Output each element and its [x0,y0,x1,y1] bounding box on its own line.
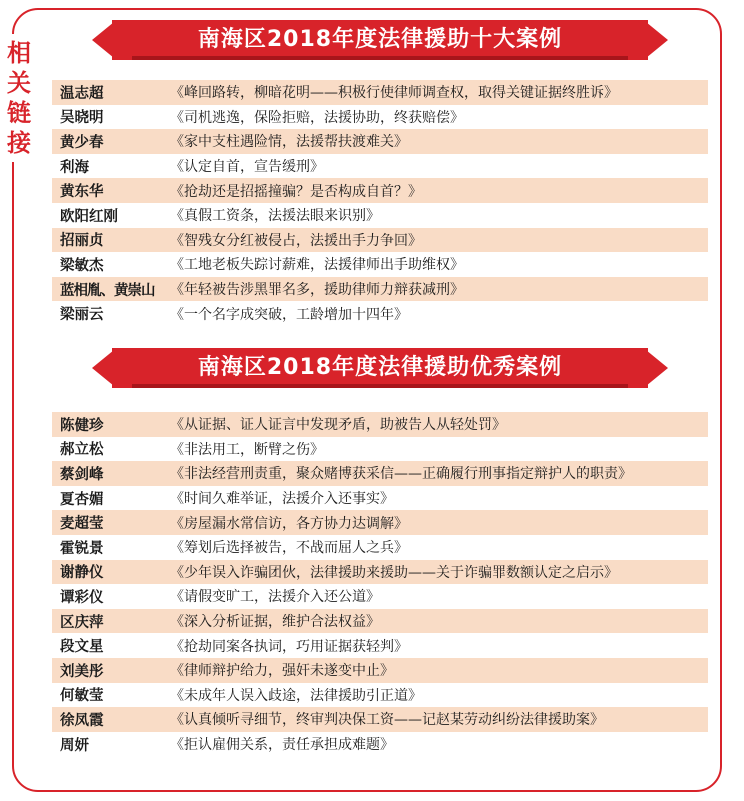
case-row [52,486,708,511]
case-title: 《非法经营刑责重，聚众赌博获采信——正确履行刑事指定辩护人的职责》 [170,466,632,483]
case-row [52,178,708,203]
section1-case-list [52,80,708,326]
case-title: 《年轻被告涉黑罪名多，援助律师力辩获减刑》 [170,282,464,299]
case-row [52,277,708,302]
case-row [52,584,708,609]
case-row [52,252,708,277]
lawyer-name: 谢静仪 [60,565,104,582]
case-title: 《深入分析证据，维护合法权益》 [170,614,380,631]
lawyer-name: 郝立松 [60,442,104,459]
case-title: 《抢劫还是招摇撞骗？是否构成自首？》 [170,183,422,200]
case-title: 《请假变旷工，法援介入还公道》 [170,589,380,606]
lawyer-name: 利海 [60,159,89,176]
case-title: 《律师辩护给力，强奸未遂变中止》 [170,663,394,680]
lawyer-name: 吴晓明 [60,110,104,127]
case-title: 《认定自首，宣告缓刑》 [170,159,324,176]
lawyer-name: 蓝相胤、黄崇山 [60,282,155,299]
lawyer-name: 招丽贞 [60,233,104,250]
case-title: 《真假工资条，法援法眼来识别》 [170,208,380,225]
lawyer-name: 梁丽云 [60,307,104,324]
case-row [52,633,708,658]
lawyer-name: 黄少春 [60,134,104,151]
case-title: 《一个名字成突破，工龄增加十四年》 [170,306,408,323]
case-title: 《峰回路转，柳暗花明——积极行使律师调查权，取得关键证据终胜诉》 [170,85,618,102]
section1-title: 南海区2018年度法律援助十大案例 [197,27,563,52]
case-row [52,105,708,130]
lawyer-name: 蔡剑峰 [60,466,104,483]
lawyer-name: 区庆萍 [60,614,104,631]
case-title: 《司机逃逸，保险拒赔，法援协助，终获赔偿》 [170,109,464,126]
case-row [52,228,708,253]
section2-case-list [52,412,708,756]
case-title: 《抢劫同案各执词，巧用证据获轻判》 [170,638,408,655]
section1-banner [92,20,668,60]
lawyer-name: 段文星 [60,639,104,656]
case-title: 《拒认雇佣关系，责任承担成难题》 [170,737,394,754]
case-row [52,437,708,462]
lawyer-name: 欧阳红刚 [60,208,118,225]
case-row [52,129,708,154]
lawyer-name: 麦超莹 [60,516,104,533]
case-row [52,80,708,105]
case-row [52,301,708,326]
lawyer-name: 周妍 [60,737,89,754]
lawyer-name: 梁敏杰 [60,257,104,274]
case-title: 《房屋漏水常信访，各方协力达调解》 [170,515,408,532]
case-title: 《未成年人误入歧途，法律援助引正道》 [170,687,422,704]
case-row [52,412,708,437]
case-row [52,461,708,486]
lawyer-name: 霍锐景 [60,540,104,557]
case-row [52,658,708,683]
section2-banner [92,348,668,388]
case-row [52,732,708,757]
lawyer-name: 黄东华 [60,184,104,201]
case-title: 《智残女分红被侵占，法援出手力争回》 [170,232,422,249]
case-title: 《筹划后选择被告，不战而屈人之兵》 [170,540,408,557]
case-title: 《认真倾听寻细节，终审判决保工资——记赵某劳动纠纷法律援助案》 [170,712,604,729]
lawyer-name: 夏杏媚 [60,491,104,508]
lawyer-name: 徐凤霞 [60,712,104,729]
lawyer-name: 温志超 [60,85,104,102]
sidebar-char: 关 [7,69,31,97]
case-row [52,560,708,585]
sidebar-char: 相 [7,39,31,67]
case-title: 《工地老板失踪讨薪难，法援律师出手助维权》 [170,257,464,274]
case-row [52,510,708,535]
lawyer-name: 刘美彤 [60,663,104,680]
case-title: 《少年误入诈骗团伙，法律援助来援助——关于诈骗罪数额认定之启示》 [170,564,618,581]
lawyer-name: 何敏莹 [60,688,104,705]
case-row [52,154,708,179]
case-row [52,609,708,634]
case-row [52,203,708,228]
lawyer-name: 谭彩仪 [60,589,104,606]
case-row [52,707,708,732]
sidebar-char: 链 [7,99,31,127]
related-links-label [0,34,38,162]
case-title: 《时间久难举证，法援介入还事实》 [170,491,394,508]
case-title: 《从证据、证人证言中发现矛盾，助被告人从轻处罚》 [170,417,506,434]
case-row [52,683,708,708]
case-title: 《非法用工，断臂之伤》 [170,441,324,458]
case-title: 《家中支柱遇险情，法援帮扶渡难关》 [170,134,408,151]
lawyer-name: 陈健珍 [60,417,104,434]
section2-title: 南海区2018年度法律援助优秀案例 [197,355,563,380]
case-row [52,535,708,560]
sidebar-char: 接 [7,129,31,157]
